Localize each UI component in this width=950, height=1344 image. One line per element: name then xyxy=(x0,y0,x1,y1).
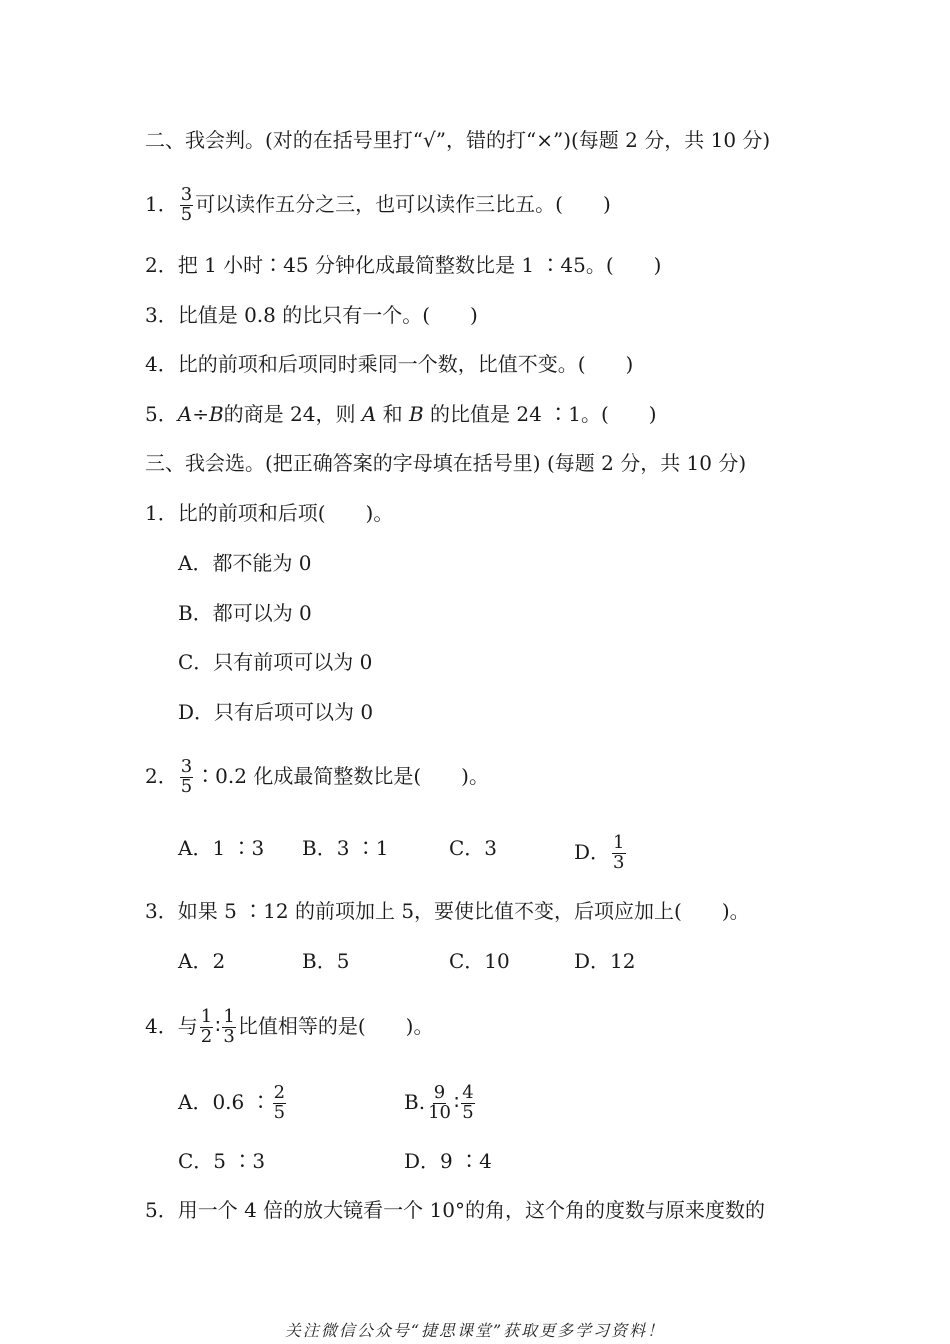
s3-q4-option-a: A．0.6 ∶ $\frac{2}{5}$ xyxy=(178,1082,286,1123)
s3-question-5: 5．用一个 4 倍的放大镜看一个 10°的角，这个角的度数与原来度数的 xyxy=(145,1198,765,1222)
s2-question-5: 5．A÷B的商是 24，则 A 和 B 的比值是 24 ∶1。( ) xyxy=(145,402,657,426)
s3-question-4: 4．与 $\frac{1}{2}$ ∶ $\frac{1}{3}$ 比值相等的是( )。 xyxy=(145,1006,434,1047)
fraction-4-5: $\frac{4}{5}$ xyxy=(462,1082,474,1123)
s3-q3-option-b: B．5 xyxy=(302,949,350,973)
s3-q4-option-c: C．5 ∶3 xyxy=(178,1149,266,1173)
s3-question-1: 1．比的前项和后项( )。 xyxy=(145,501,394,525)
s3-q1-option-c: C．只有前项可以为 0 xyxy=(178,650,373,674)
section3-heading: 三、我会选。(把正确答案的字母填在括号里) (每题 2 分，共 10 分) xyxy=(145,451,747,475)
s3-q3-option-d: D．12 xyxy=(574,949,636,973)
s3-q1-option-d: D．只有后项可以为 0 xyxy=(178,700,374,724)
s2-question-3: 3．比值是 0.8 的比只有一个。( ) xyxy=(145,303,478,327)
fraction-2-5: $\frac{2}{5}$ xyxy=(273,1082,286,1123)
s3-q4-option-b: B. $\frac{9}{10}$ ∶ $\frac{4}{5}$ xyxy=(404,1082,474,1123)
s3-q3-option-a: A．2 xyxy=(178,949,226,973)
s3-q4-option-d: D．9 ∶4 xyxy=(404,1149,492,1173)
s2-question-4: 4．比的前项和后项同时乘同一个数，比值不变。( ) xyxy=(145,352,634,376)
s3-q1-option-a: A．都不能为 0 xyxy=(178,551,312,575)
s3-q2-option-a: A．1 ∶3 xyxy=(178,836,265,860)
fraction-3-5: $\frac{3}{5}$ xyxy=(180,184,193,225)
s3-q2-option-b: B．3 ∶1 xyxy=(302,836,389,860)
s2-question-1: 1． $\frac{3}{5}$ 可以读作五分之三，也可以读作三比五。( ) xyxy=(145,184,611,225)
fraction-1-3: $\frac{1}{3}$ xyxy=(613,832,625,873)
s3-q1-option-b: B．都可以为 0 xyxy=(178,601,312,625)
footer-note: 关注微信公众号“捷思课堂”获取更多学习资料！ xyxy=(284,1321,666,1340)
s3-q2-option-d: D． $\frac{1}{3}$ xyxy=(574,832,625,873)
fraction-9-10: $\frac{9}{10}$ xyxy=(428,1082,451,1123)
fraction-1-3: $\frac{1}{3}$ xyxy=(223,1006,235,1047)
s3-question-3: 3．如果 5 ∶12 的前项加上 5，要使比值不变，后项应加上( )。 xyxy=(145,899,750,923)
fraction-1-2: $\frac{1}{2}$ xyxy=(200,1006,213,1047)
s3-q3-option-c: C．10 xyxy=(449,949,510,973)
section2-heading: 二、我会判。(对的在括号里打“√”，错的打“×”)(每题 2 分，共 10 分) xyxy=(145,128,771,152)
s3-q2-option-c: C．3 xyxy=(449,836,498,860)
s3-question-2: 2． $\frac{3}{5}$ ∶0.2 化成最简整数比是( )。 xyxy=(145,756,489,797)
s2-question-2: 2．把 1 小时∶45 分钟化成最简整数比是 1 ∶45。( ) xyxy=(145,253,662,277)
fraction-3-5: $\frac{3}{5}$ xyxy=(180,756,193,797)
